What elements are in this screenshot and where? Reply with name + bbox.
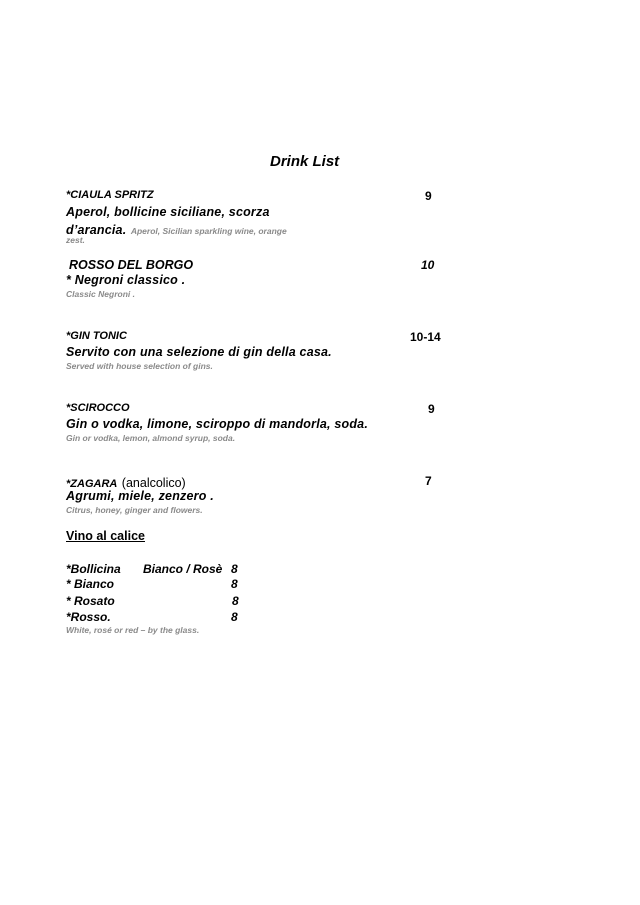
item-translation: Gin or vodka, lemon, almond syrup, soda. xyxy=(66,433,236,443)
item-translation: Classic Negroni . xyxy=(66,289,135,299)
item-price: 7 xyxy=(425,474,432,488)
item-name: *GIN TONIC xyxy=(66,330,127,342)
item-description-line2 xyxy=(66,222,287,238)
item-translation: Aperol, Sicilian sparkling wine, orange xyxy=(130,226,287,236)
item-description: Gin o vodka, limone, sciroppo di mandorla, soda. xyxy=(66,417,369,431)
item-description: Agrumi, miele, zenzero . xyxy=(66,489,214,503)
item-translation: Served with house selection of gins. xyxy=(66,361,213,371)
wine-name: *Bollicina xyxy=(66,562,121,576)
item-price: 9 xyxy=(428,402,435,416)
wine-translation: White, rosé or red – by the glass. xyxy=(66,625,200,635)
section-heading-wine: Vino al calice xyxy=(66,529,145,543)
item-price: 10-14 xyxy=(410,330,441,344)
item-description: * Negroni classico . xyxy=(66,273,186,287)
item-price: 9 xyxy=(425,189,432,203)
wine-price: 8 xyxy=(231,562,238,576)
wine-name: * Bianco xyxy=(66,577,115,591)
item-note: (analcolico) xyxy=(121,476,186,490)
item-description: Servito con una selezione di gin della casa. xyxy=(66,345,332,359)
item-price: 10 xyxy=(421,258,435,272)
item-description-cont: d’arancia. xyxy=(66,223,127,237)
wine-name: * Rosato xyxy=(66,594,115,608)
wine-price: 8 xyxy=(231,577,238,591)
wine-price: 8 xyxy=(231,610,238,624)
item-translation-cont: zest. xyxy=(66,235,85,245)
item-name: *SCIROCCO xyxy=(66,402,130,414)
item-name: *CIAULA SPRITZ xyxy=(66,189,154,201)
item-name: ROSSO DEL BORGO xyxy=(69,258,194,272)
item-description: Aperol, bollicine siciliane, scorza xyxy=(66,205,270,219)
item-name: *ZAGARA xyxy=(66,478,118,490)
page-title: Drink List xyxy=(270,153,340,170)
wine-price: 8 xyxy=(232,594,239,608)
wine-name: *Rosso. xyxy=(66,610,111,624)
wine-variant: Bianco / Rosè xyxy=(143,562,223,576)
item-translation: Citrus, honey, ginger and flowers. xyxy=(66,505,203,515)
